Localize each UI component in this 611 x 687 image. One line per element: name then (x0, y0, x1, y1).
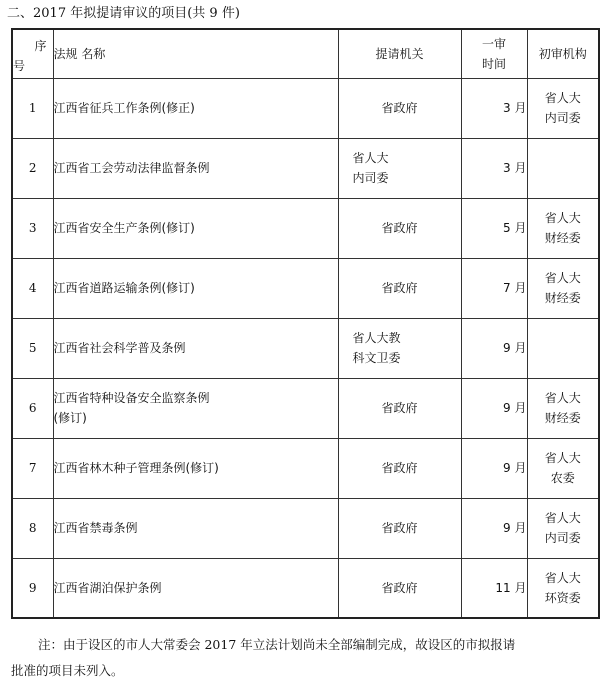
row-org (338, 198, 461, 258)
row-seq: 6 (12, 378, 53, 438)
row-name (53, 318, 338, 378)
row-name-line: 江西省道路运输条例(修订) (53, 281, 195, 295)
row-time: 9 月 (461, 438, 527, 498)
row-name (53, 78, 338, 138)
row-review (527, 258, 599, 318)
row-org (338, 138, 461, 198)
row-name (53, 198, 338, 258)
footnote (11, 632, 601, 684)
header-seq-top: 序 (34, 39, 47, 53)
row-review-line: 省人大 (544, 570, 581, 585)
row-review-line: 省人大 (544, 511, 581, 525)
row-seq: 9 (12, 558, 53, 618)
row-time: 5 月 (461, 198, 527, 258)
table-row (12, 378, 599, 438)
row-name-line: 江西省征兵工作条例(修正) (53, 101, 195, 115)
row-org (338, 438, 461, 498)
row-time: 9 月 (461, 498, 527, 558)
table-header-row (12, 29, 599, 78)
header-review: 初审机构 (527, 29, 599, 78)
row-name-line: 江西省安全生产条例(修订) (53, 221, 195, 235)
row-name-line: 江西省湖泊保护条例 (53, 580, 162, 595)
row-name-line: 江西省禁毒条例 (53, 521, 138, 535)
row-name-line: (修订) (53, 411, 87, 425)
row-review (527, 138, 599, 198)
table-row (12, 198, 599, 258)
row-review-line: 农委 (550, 471, 575, 485)
row-time: 9 月 (461, 378, 527, 438)
header-time-line2: 时间 (481, 56, 506, 71)
row-review-line: 环资委 (544, 590, 581, 605)
row-time: 9 月 (461, 318, 527, 378)
row-org (338, 258, 461, 318)
row-name-line: 江西省社会科学普及条例 (53, 341, 186, 355)
header-seq-bottom: 号 (13, 58, 26, 73)
row-org-line: 省政府 (381, 521, 418, 535)
row-org (338, 318, 461, 378)
table-row (12, 258, 599, 318)
row-org-line: 省政府 (381, 101, 418, 115)
row-seq: 3 (12, 198, 53, 258)
row-org-line: 省政府 (381, 580, 418, 595)
row-name (53, 498, 338, 558)
row-seq: 5 (12, 318, 53, 378)
row-review-line: 财经委 (544, 231, 581, 245)
row-seq: 7 (12, 438, 53, 498)
header-name: 法规 名称 (53, 29, 338, 78)
row-review-line: 省人大 (544, 271, 581, 285)
row-name (53, 258, 338, 318)
table-row (12, 438, 599, 498)
row-review (527, 378, 599, 438)
header-time (461, 29, 527, 78)
row-time: 3 月 (461, 78, 527, 138)
row-name (53, 558, 338, 618)
row-review-line: 财经委 (544, 411, 581, 425)
row-org-line: 省政府 (381, 461, 418, 475)
header-org: 提请机关 (338, 29, 461, 78)
table-row (12, 318, 599, 378)
row-review-line: 财经委 (544, 291, 581, 305)
row-review-line: 内司委 (544, 111, 581, 125)
row-org-line: 省政府 (381, 281, 418, 295)
row-org-line: 科文卫委 (352, 351, 401, 365)
row-org-line: 省人大 (352, 151, 389, 165)
row-review (527, 318, 599, 378)
row-org (338, 498, 461, 558)
header-time-line1: 一审 (481, 36, 506, 51)
row-org-line: 省政府 (381, 401, 418, 415)
footnote-line1: 注：由于设区的市人大常委会 2017 年立法计划尚未全部编制完成，故设区的市拟报请 (38, 637, 516, 652)
table-row (12, 498, 599, 558)
table-row (12, 138, 599, 198)
row-time: 7 月 (461, 258, 527, 318)
row-name (53, 138, 338, 198)
row-name-line: 江西省工会劳动法律监督条例 (53, 161, 210, 175)
row-org-line: 内司委 (352, 171, 389, 185)
row-review (527, 198, 599, 258)
row-org (338, 378, 461, 438)
row-name (53, 438, 338, 498)
row-seq: 2 (12, 138, 53, 198)
section-heading: 二、2017 年拟提请审议的项目(共 9 件) (7, 6, 240, 21)
row-name-line: 江西省特种设备安全监察条例 (53, 391, 210, 405)
row-seq: 4 (12, 258, 53, 318)
row-name-line: 江西省林木种子管理条例(修订) (53, 461, 219, 475)
row-org (338, 78, 461, 138)
row-org-line: 省人大教 (352, 331, 401, 345)
projects-table (11, 28, 600, 619)
header-seq (12, 29, 53, 78)
table-body (12, 78, 599, 618)
row-seq: 8 (12, 498, 53, 558)
table-row (12, 558, 599, 618)
row-name (53, 378, 338, 438)
row-review (527, 438, 599, 498)
row-review (527, 498, 599, 558)
row-time: 3 月 (461, 138, 527, 198)
row-review-line: 省人大 (544, 91, 581, 105)
row-review (527, 78, 599, 138)
footnote-line2: 批准的项目未列入。 (11, 663, 124, 678)
row-review-line: 内司委 (544, 531, 581, 545)
row-seq: 1 (12, 78, 53, 138)
row-org (338, 558, 461, 618)
row-review-line: 省人大 (544, 211, 581, 225)
row-review-line: 省人大 (544, 391, 581, 405)
row-review (527, 558, 599, 618)
row-review-line: 省人大 (544, 451, 581, 465)
row-time: 11 月 (461, 558, 527, 618)
table-row (12, 78, 599, 138)
row-org-line: 省政府 (381, 221, 418, 235)
